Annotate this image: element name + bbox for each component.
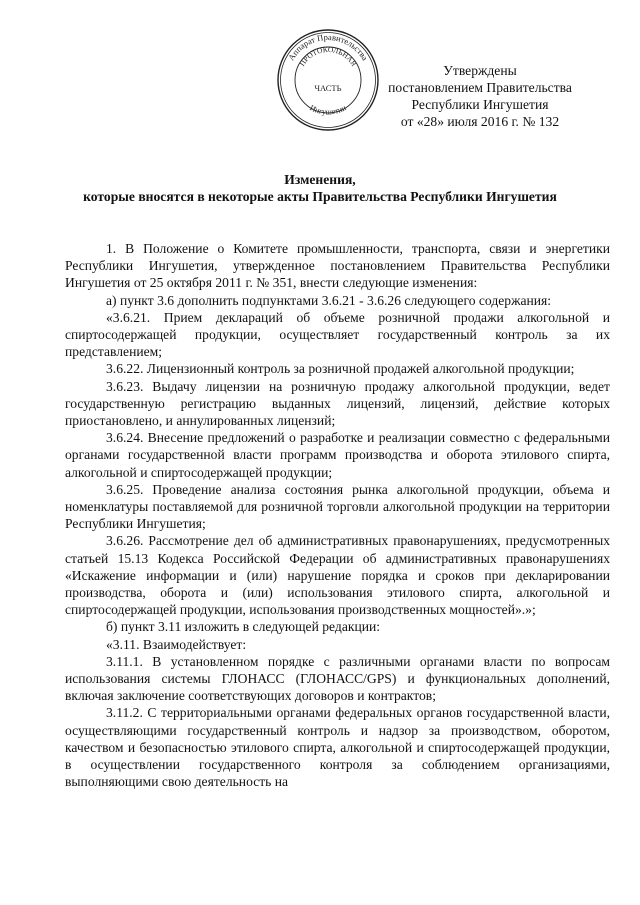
- paragraph: 3.11.2. С территориальными органами федеральных органов государственной власти, осуществляющими государственный контроль и надзор за производством, оборотом, качеством и безопасностью этилового спирта, алкогольной и спиртосодержащей продукции, в осуществлении государственного контроля за соблюдением организациями, выполняющими свою деятельность на: [65, 705, 610, 790]
- paragraph: «3.6.21. Прием деклараций об объеме розничной продажи алкогольной и спиртосодержащей продукции, осуществляет государственный контроль за их представлением;: [65, 309, 610, 360]
- document-body: [65, 240, 610, 791]
- paragraph: 3.6.23. Выдачу лицензии на розничную продажу алкогольной продукции, ведет государственную регистрацию выданных лицензий, лицензий, действие которых приостановлено, и аннулированных лицензий;: [65, 378, 610, 429]
- paragraph: 3.6.25. Проведение анализа состояния рынка алкогольной продукции, объема и номенклатуры поставляемой для розничной торговли алкогольной продукции на территории Республики Ингушетия;: [65, 481, 610, 532]
- svg-text:Аппарат Правительства: Аппарат Правительства: [285, 31, 371, 63]
- paragraph: 3.6.26. Рассмотрение дел об административных правонарушениях, предусмотренных статьей 15.13 Кодекса Российской Федерации об административных правонарушениях «Искажение информации и (или) нарушение порядка и сроков при декларировании производства, оборота и (или) использования этилового спирта, алкогольной и спиртосодержащей продукции, использования производственных мощностей».»;: [65, 533, 610, 618]
- title-line-1: Изменения,: [284, 172, 356, 187]
- svg-text:ПРОТОКОЛЬНАЯ: ПРОТОКОЛЬНАЯ: [297, 44, 359, 68]
- approval-line-1: Утверждены: [443, 63, 517, 78]
- approval-block: [365, 62, 595, 130]
- approval-line-4: от «28» июля 2016 г. № 132: [400, 114, 560, 129]
- svg-text:ЧАСТЬ: ЧАСТЬ: [314, 83, 342, 93]
- paragraph: б) пункт 3.11 изложить в следующей редакции:: [106, 619, 381, 635]
- paragraph: 1. В Положение о Комитете промышленности, транспорта, связи и энергетики Республики Ингушетия, утвержденное постановлением Правительства Республики Ингушетия от 25 октября 2011 г. № 351, внести следующие изменения:: [65, 241, 610, 291]
- svg-text:Ингушетии: Ингушетии: [308, 103, 348, 117]
- title-line-2: которые вносятся в некоторые акты Правительства Республики Ингушетия: [83, 189, 557, 204]
- approval-line-3: Республики Ингушетия: [411, 97, 549, 112]
- approval-line-2: постановлением Правительства: [388, 80, 572, 95]
- document-title: [40, 171, 600, 205]
- paragraph: 3.6.24. Внесение предложений о разработке и реализации совместно с федеральными органами государственной власти программ производства и оборота этилового спирта, алкогольной и спиртосодержащей продукции;: [65, 430, 610, 480]
- paragraph: 3.11.1. В установленном порядке с различными органами власти по вопросам использования системы ГЛОНАСС (ГЛОНАСС/GPS) и функциональных дополнений, включая заключение соответствующих договоров и контрактов;: [65, 653, 610, 704]
- paragraph: а) пункт 3.6 дополнить подпунктами 3.6.21 - 3.6.26 следующего содержания:: [106, 292, 552, 308]
- paragraph: «3.11. Взаимодействует:: [106, 636, 247, 652]
- paragraph: 3.6.22. Лицензионный контроль за розничной продажей алкогольной продукции;: [106, 361, 575, 377]
